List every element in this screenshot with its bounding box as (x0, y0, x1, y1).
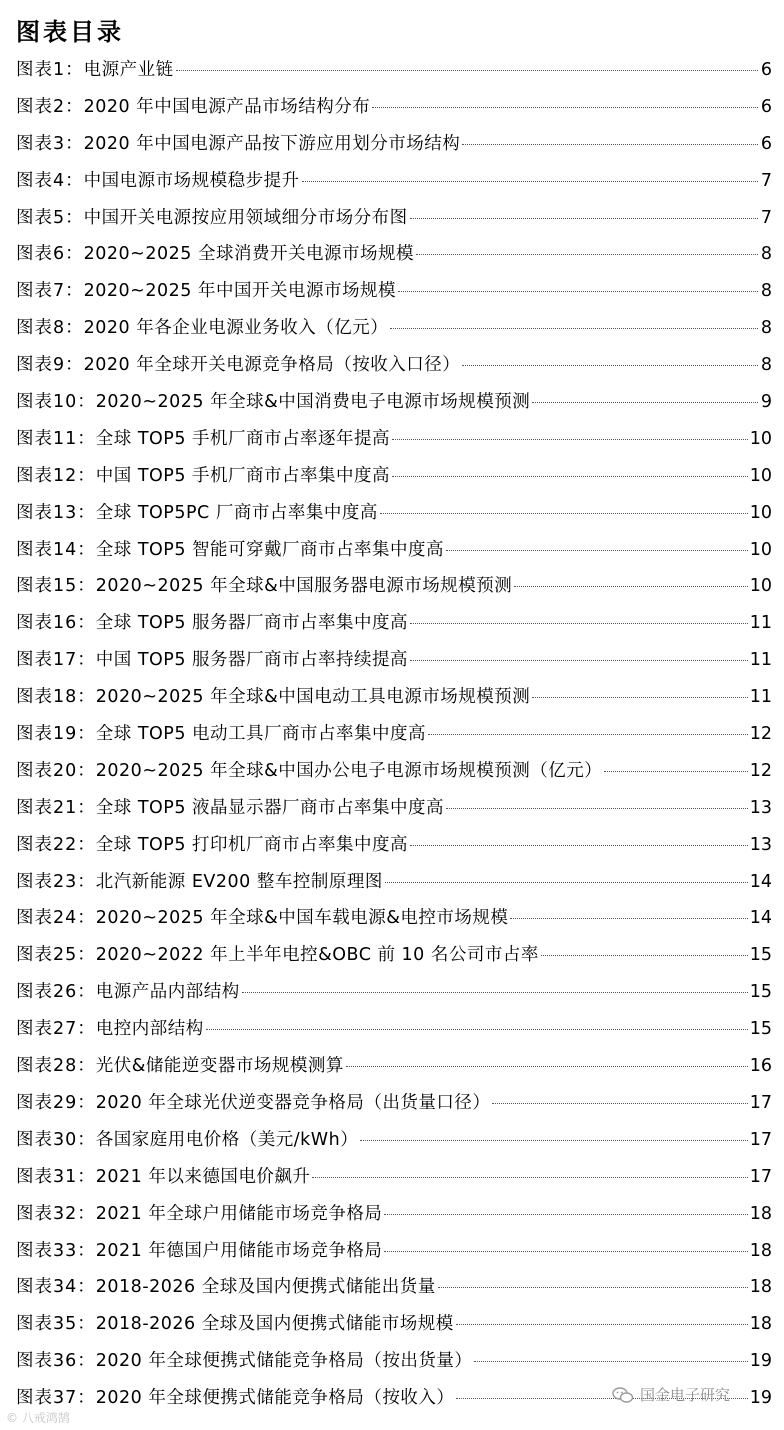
page-number: 7 (760, 207, 772, 228)
page-number: 18 (749, 1277, 772, 1298)
figure-title: 光伏&储能逆变器市场规模测算 (95, 1056, 344, 1077)
figure-title: 电源产品内部结构 (95, 982, 240, 1003)
figure-label: 图表13： (16, 502, 96, 523)
toc-entry[interactable] (16, 978, 772, 1015)
figure-title: 2021 年全球户用储能市场竞争格局 (95, 1203, 383, 1224)
figure-label: 图表23： (16, 871, 96, 892)
toc-entry[interactable] (16, 1052, 772, 1089)
toc-entry[interactable] (16, 425, 772, 462)
dot-leader (514, 586, 747, 587)
dot-leader (532, 402, 758, 403)
page-number: 7 (760, 170, 772, 191)
page-number: 8 (760, 355, 772, 376)
toc-entry[interactable] (16, 1089, 772, 1126)
dot-leader (384, 1251, 747, 1252)
figure-label: 图表35： (16, 1314, 96, 1335)
toc-entry[interactable] (16, 609, 772, 646)
dot-leader (410, 660, 748, 661)
figure-label: 图表25： (16, 945, 96, 966)
page-number: 17 (749, 1129, 772, 1150)
figure-title: 2020~2025 年全球&中国消费电子电源市场规模预测 (95, 392, 531, 413)
toc-entry[interactable] (16, 572, 772, 609)
page-number: 6 (760, 133, 772, 154)
page-number: 10 (749, 428, 772, 449)
toc-entry[interactable] (16, 167, 772, 204)
dot-leader (428, 734, 748, 735)
figure-label: 图表24： (16, 908, 96, 929)
figure-title: 2021 年以来德国电价飙升 (95, 1166, 311, 1187)
dot-leader (390, 328, 758, 329)
figure-title: 全球 TOP5 打印机厂商市占率集中度高 (95, 834, 409, 855)
page-number: 16 (749, 1056, 772, 1077)
toc-entry[interactable] (16, 277, 772, 314)
page-number: 17 (749, 1166, 772, 1187)
dot-leader (392, 439, 748, 440)
page-number: 15 (749, 982, 772, 1003)
dot-leader (346, 1066, 748, 1067)
dot-leader (385, 882, 748, 883)
figure-label: 图表4： (16, 170, 84, 191)
page-number: 15 (749, 945, 772, 966)
wechat-icon (612, 1386, 634, 1404)
toc-entry[interactable] (16, 93, 772, 130)
dot-leader (360, 1140, 748, 1141)
figure-label: 图表29： (16, 1092, 96, 1113)
page-number: 13 (749, 834, 772, 855)
dot-leader (242, 992, 748, 993)
page-number: 10 (749, 576, 772, 597)
page-number: 13 (749, 797, 772, 818)
figure-label: 图表10： (16, 392, 96, 413)
figure-title: 各国家庭用电价格（美元/kWh） (95, 1129, 359, 1150)
dot-leader (446, 550, 748, 551)
page-number: 6 (760, 96, 772, 117)
toc-entry[interactable] (16, 683, 772, 720)
figure-title: 2020~2025 年全球&中国电动工具电源市场规模预测 (95, 687, 531, 708)
figure-label: 图表21： (16, 797, 96, 818)
dot-leader (398, 291, 758, 292)
figure-title: 2020 年全球光伏逆变器竞争格局（出货量口径） (95, 1092, 491, 1113)
watermark-text: 国金电子研究 (640, 1386, 731, 1404)
toc-entry[interactable] (16, 1015, 772, 1052)
dot-leader (604, 771, 747, 772)
dot-leader (510, 918, 747, 919)
figure-label: 图表8： (16, 318, 84, 339)
toc-entry[interactable] (16, 499, 772, 536)
figure-label: 图表6： (16, 244, 84, 265)
figure-title: 电控内部结构 (95, 1019, 204, 1040)
figure-title: 2020 年中国电源产品市场结构分布 (83, 96, 371, 117)
toc-entry[interactable] (16, 1163, 772, 1200)
dot-leader (380, 513, 748, 514)
dot-leader (392, 476, 748, 477)
dot-leader (532, 697, 747, 698)
figure-label: 图表28： (16, 1056, 96, 1077)
figure-label: 图表31： (16, 1166, 96, 1187)
toc-entry[interactable] (16, 204, 772, 241)
toc-entry[interactable] (16, 388, 772, 425)
figure-label: 图表12： (16, 465, 96, 486)
figure-label: 图表16： (16, 613, 96, 634)
dot-leader (492, 1103, 747, 1104)
page-number: 17 (749, 1092, 772, 1113)
toc-entry[interactable] (16, 720, 772, 757)
figure-label: 图表32： (16, 1203, 96, 1224)
toc-entry[interactable] (16, 1310, 772, 1347)
page-number: 18 (749, 1240, 772, 1261)
figure-title: 北汽新能源 EV200 整车控制原理图 (95, 871, 383, 892)
figure-label: 图表30： (16, 1129, 96, 1150)
page-number: 10 (749, 502, 772, 523)
figure-title: 电源产业链 (83, 60, 174, 80)
dot-leader (541, 955, 748, 956)
toc-entry[interactable] (16, 1200, 772, 1237)
toc-entry[interactable] (16, 794, 772, 831)
figure-label: 图表18： (16, 687, 96, 708)
figure-title: 2020~2022 年上半年电控&OBC 前 10 名公司市占率 (95, 945, 539, 966)
figure-title: 全球 TOP5 手机厂商市占率逐年提高 (95, 428, 391, 449)
toc-entry[interactable] (16, 904, 772, 941)
watermark (612, 1384, 730, 1405)
page-number: 12 (749, 760, 772, 781)
dot-leader (416, 254, 758, 255)
dot-leader (312, 1177, 747, 1178)
dot-leader (384, 1214, 747, 1215)
toc-entry[interactable] (16, 941, 772, 978)
toc-entry[interactable] (16, 351, 772, 388)
page-number: 14 (749, 908, 772, 929)
dot-leader (410, 623, 748, 624)
page-number: 18 (749, 1203, 772, 1224)
toc-entry[interactable] (16, 1273, 772, 1310)
figure-title: 全球 TOP5PC 厂商市占率集中度高 (95, 502, 378, 523)
figure-label: 图表3： (16, 133, 84, 154)
figure-label: 图表36： (16, 1351, 96, 1372)
figure-title: 2020~2025 年全球&中国车载电源&电控市场规模 (95, 908, 509, 929)
figure-title: 中国开关电源按应用领域细分市场分布图 (83, 207, 408, 228)
figure-title: 2018-2026 全球及国内便携式储能出货量 (95, 1277, 436, 1298)
toc-entry[interactable] (16, 757, 772, 794)
toc-entry[interactable] (16, 56, 772, 93)
toc-entry[interactable] (16, 1237, 772, 1274)
page-number: 10 (749, 539, 772, 560)
toc-entry[interactable] (16, 130, 772, 167)
page-number: 8 (760, 318, 772, 339)
dot-leader (410, 845, 748, 846)
figure-label: 图表37： (16, 1388, 96, 1409)
page-number: 19 (749, 1351, 772, 1372)
page-number: 15 (749, 1019, 772, 1040)
toc-entry[interactable] (16, 1126, 772, 1163)
figure-label: 图表11： (16, 428, 96, 449)
page-number: 8 (760, 281, 772, 302)
page-number: 8 (760, 244, 772, 265)
figure-label: 图表1： (16, 60, 84, 80)
figure-title: 中国 TOP5 手机厂商市占率集中度高 (95, 465, 391, 486)
dot-leader (410, 218, 758, 219)
figure-title: 2018-2026 全球及国内便携式储能市场规模 (95, 1314, 454, 1335)
dot-leader (438, 1287, 748, 1288)
page-number: 19 (749, 1388, 772, 1409)
figure-title: 2020 年全球便携式储能竞争格局（按收入） (95, 1388, 455, 1409)
figure-title: 全球 TOP5 智能可穿戴厂商市占率集中度高 (95, 539, 445, 560)
figure-title: 2020~2025 年全球&中国服务器电源市场规模预测 (95, 576, 513, 597)
figure-label: 图表17： (16, 650, 96, 671)
figure-title: 2020 年各企业电源业务收入（亿元） (83, 318, 389, 339)
dot-leader (302, 181, 758, 182)
figure-title: 2020 年全球开关电源竞争格局（按收入口径） (83, 355, 461, 376)
figure-label: 图表22： (16, 834, 96, 855)
figure-title: 2020~2025 全球消费开关电源市场规模 (83, 244, 414, 265)
toc-entry[interactable] (16, 536, 772, 573)
toc-entry[interactable] (16, 646, 772, 683)
page-number: 12 (749, 724, 772, 745)
figure-label: 图表2： (16, 96, 84, 117)
dot-leader (446, 808, 748, 809)
toc-entry[interactable] (16, 1347, 772, 1384)
page-number: 18 (749, 1314, 772, 1335)
page-title: 图表目录 (16, 17, 124, 46)
figure-title: 全球 TOP5 电动工具厂商市占率集中度高 (95, 724, 427, 745)
figure-label: 图表5： (16, 207, 84, 228)
figure-label: 图表26： (16, 982, 96, 1003)
figure-title: 2021 年德国户用储能市场竞争格局 (95, 1240, 383, 1261)
dot-leader (462, 144, 758, 145)
figure-label: 图表33： (16, 1240, 96, 1261)
page-number: 6 (760, 60, 772, 80)
dot-leader (176, 70, 758, 71)
figure-label: 图表34： (16, 1277, 96, 1298)
toc-entry[interactable] (16, 240, 772, 277)
page-number: 10 (749, 465, 772, 486)
figure-title: 中国电源市场规模稳步提升 (83, 170, 300, 191)
figure-title: 全球 TOP5 液晶显示器厂商市占率集中度高 (95, 797, 445, 818)
page-number: 11 (749, 613, 772, 634)
figure-label: 图表9： (16, 355, 84, 376)
figure-title: 全球 TOP5 服务器厂商市占率集中度高 (95, 613, 409, 634)
toc-entry[interactable] (16, 462, 772, 499)
figure-label: 图表14： (16, 539, 96, 560)
dot-leader (456, 1324, 748, 1325)
toc-entry[interactable] (16, 831, 772, 868)
page-number: 11 (749, 650, 772, 671)
page-number: 11 (749, 687, 772, 708)
table-of-figures (16, 56, 772, 1421)
figure-title: 2020 年全球便携式储能竞争格局（按出货量） (95, 1351, 473, 1372)
figure-label: 图表27： (16, 1019, 96, 1040)
dot-leader (462, 365, 758, 366)
toc-entry[interactable] (16, 868, 772, 905)
figure-title: 2020~2025 年全球&中国办公电子电源市场规模预测（亿元） (95, 760, 603, 781)
toc-entry[interactable] (16, 314, 772, 351)
figure-title: 中国 TOP5 服务器厂商市占率持续提高 (95, 650, 409, 671)
watermark-corner: © 八戒鸿鹄 (6, 1411, 70, 1425)
figure-title: 2020 年中国电源产品按下游应用划分市场结构 (83, 133, 461, 154)
figure-label: 图表20： (16, 760, 96, 781)
page-number: 9 (760, 392, 772, 413)
figure-label: 图表19： (16, 724, 96, 745)
page-number: 14 (749, 871, 772, 892)
figure-label: 图表7： (16, 281, 84, 302)
dot-leader (206, 1029, 748, 1030)
figure-label: 图表15： (16, 576, 96, 597)
dot-leader (474, 1361, 747, 1362)
figure-title: 2020~2025 年中国开关电源市场规模 (83, 281, 396, 302)
dot-leader (372, 107, 758, 108)
